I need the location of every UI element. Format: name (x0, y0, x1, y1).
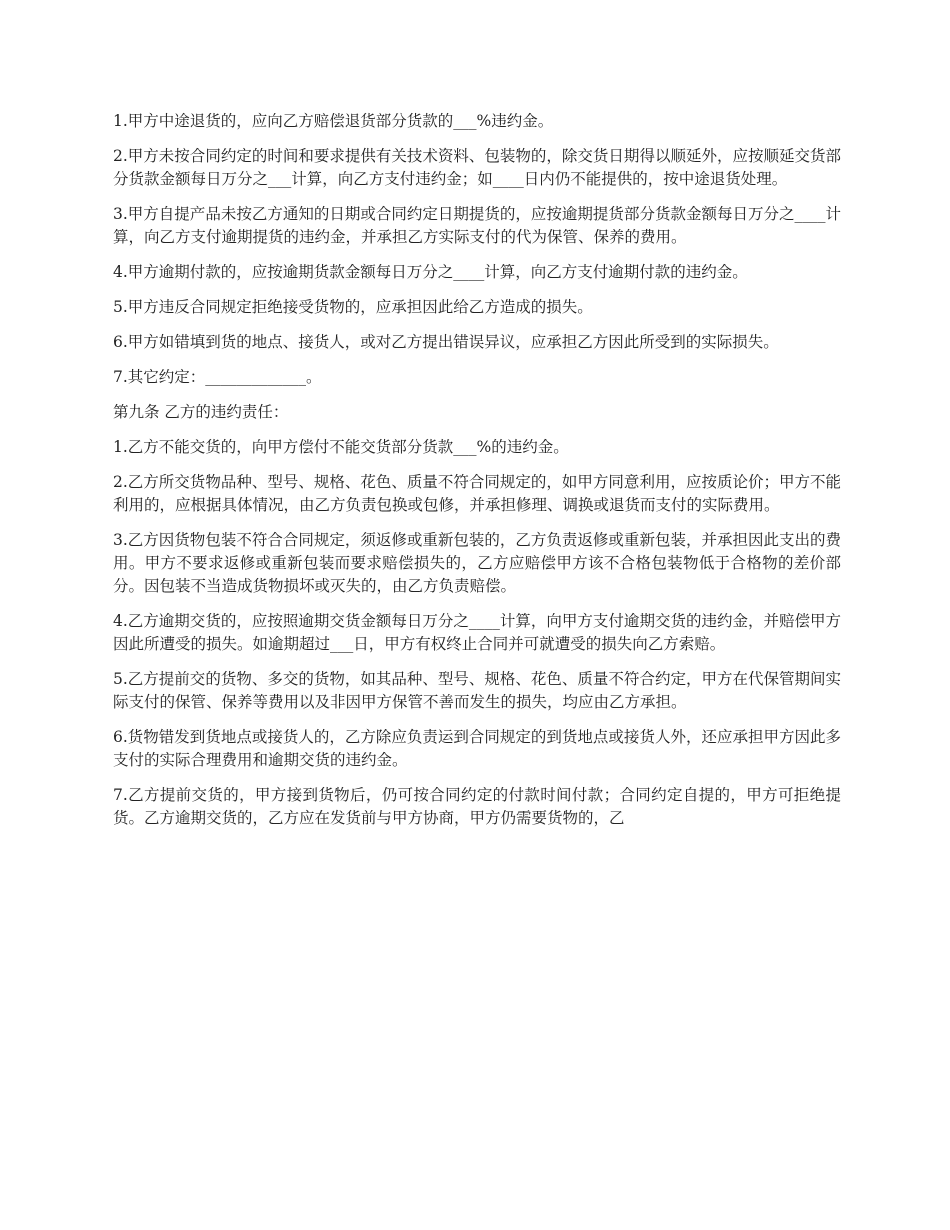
paragraph: 3.乙方因货物包装不符合合同规定，须返修或重新包装的，乙方负责返修或重新包装，并承担因此支出的费用。甲方不要求返修或重新包装而要求赔偿损失的，乙方应赔偿甲方该不合格包装物低于合格物的差价部分。因包装不当造成货物损坏或灭失的，由乙方负责赔偿。 (113, 531, 841, 595)
section-heading: 第九条 乙方的违约责任： (113, 403, 289, 421)
paragraph: 1.甲方中途退货的，应向乙方赔偿退货部分货款的___%违约金。 (113, 112, 554, 130)
paragraph: 2.甲方未按合同约定的时间和要求提供有关技术资料、包装物的，除交货日期得以顺延外，应按顺延交货部分货款金额每日万分之___计算，向乙方支付违约金；如____日内仍不能提供的，按中途退货处理。 (113, 147, 841, 188)
paragraph: 6.货物错发到货地点或接货人的，乙方除应负责运到合同规定的到货地点或接货人外，还应承担甲方因此多支付的实际合理费用和逾期交货的违约金。 (113, 728, 841, 769)
paragraph: 4.乙方逾期交货的，应按照逾期交货金额每日万分之____计算，向甲方支付逾期交货的违约金，并赔偿甲方因此所遭受的损失。如逾期超过___日，甲方有权终止合同并可就遭受的损失向乙方索赔。 (113, 612, 841, 653)
paragraph: 5.甲方违反合同规定拒绝接受货物的，应承担因此给乙方造成的损失。 (113, 298, 593, 316)
paragraph: 7.乙方提前交货的，甲方接到货物后，仍可按合同约定的付款时间付款；合同约定自提的，甲方可拒绝提货。乙方逾期交货的，乙方应在发货前与甲方协商，甲方仍需要货物的，乙 (113, 786, 841, 827)
paragraph: 5.乙方提前交的货物、多交的货物，如其品种、型号、规格、花色、质量不符合约定，甲方在代保管期间实际支付的保管、保养等费用以及非因甲方保管不善而发生的损失，均应由乙方承担。 (113, 670, 841, 711)
document-body (113, 110, 841, 842)
paragraph: 1.乙方不能交货的，向甲方偿付不能交货部分货款___%的违约金。 (113, 438, 569, 456)
paragraph: 7.其它约定：_____________。 (113, 368, 322, 386)
paragraph: 6.甲方如错填到货的地点、接货人，或对乙方提出错误异议，应承担乙方因此所受到的实际损失。 (113, 333, 779, 351)
paragraph: 3.甲方自提产品未按乙方通知的日期或合同约定日期提货的，应按逾期提货部分货款金额每日万分之____计算，向乙方支付逾期提货的违约金，并承担乙方实际支付的代为保管、保养的费用。 (113, 205, 841, 246)
paragraph: 2.乙方所交货物品种、型号、规格、花色、质量不符合同规定的，如甲方同意利用，应按质论价；甲方不能利用的，应根据具体情况，由乙方负责包换或包修，并承担修理、调换或退货而支付的实际费用。 (113, 473, 841, 514)
paragraph: 4.甲方逾期付款的，应按逾期货款金额每日万分之____计算，向乙方支付逾期付款的违约金。 (113, 263, 748, 281)
